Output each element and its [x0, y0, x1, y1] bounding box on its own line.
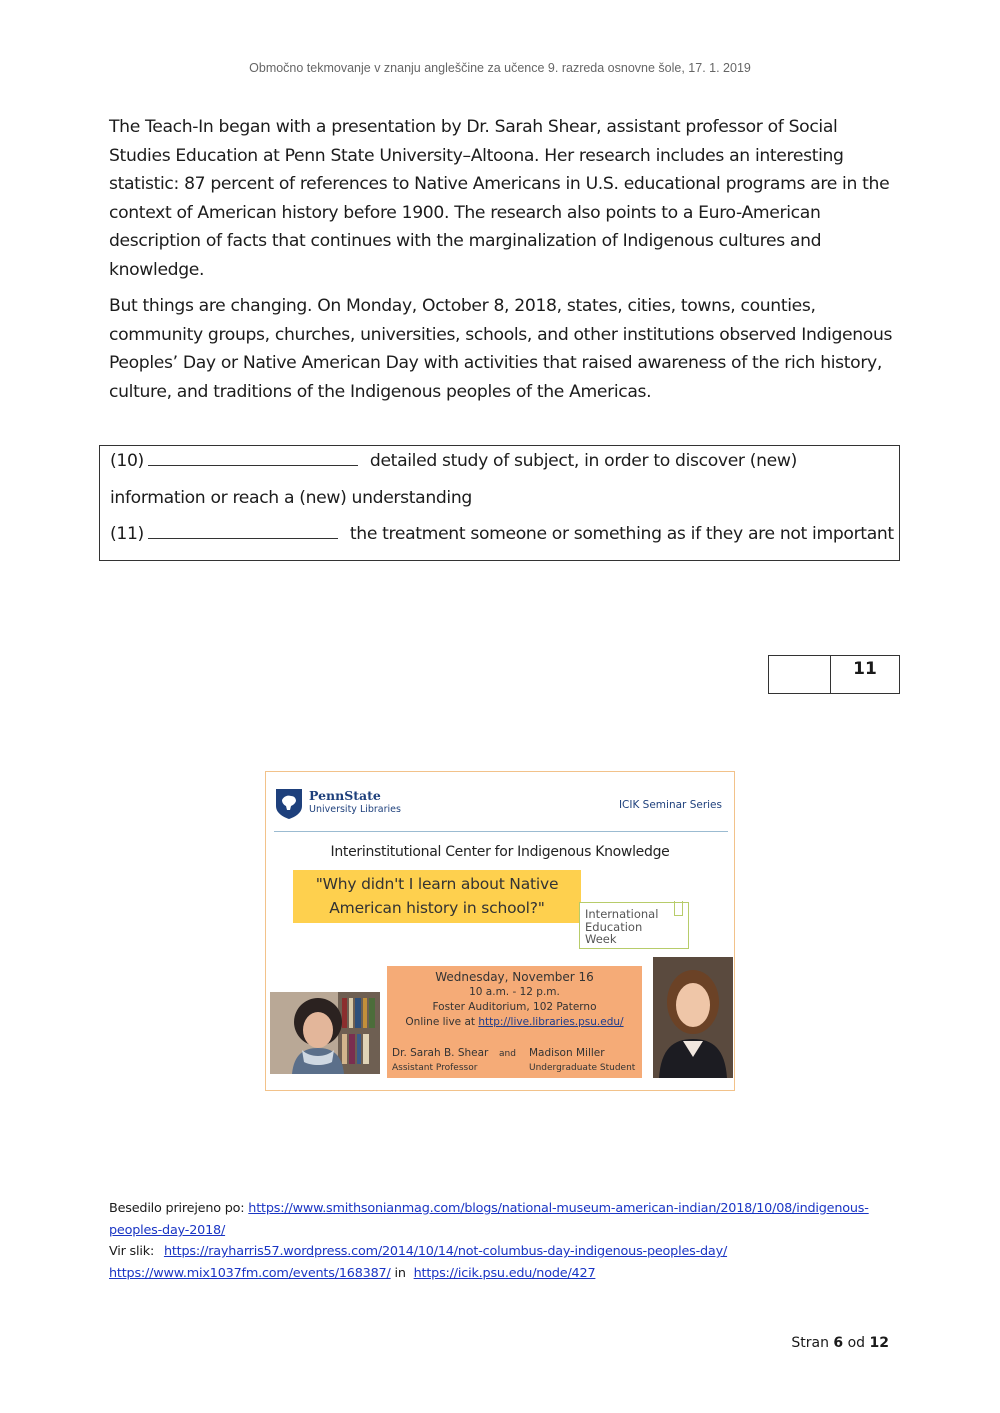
and-text: and [499, 1049, 516, 1059]
item-number: (10) [110, 451, 144, 471]
speaker-1-photo [270, 992, 380, 1074]
badge-line: Education [585, 919, 643, 934]
online-link[interactable]: http://live.libraries.psu.edu/ [478, 1016, 624, 1028]
max-points: 11 [853, 659, 877, 679]
paragraph-line: The Teach-In began with a presentation by Dr. Sarah Shear, assistant professor of Social [109, 117, 838, 137]
image-sources-label: Vir slik: [109, 1244, 155, 1259]
speaker-1-name: Dr. Sarah B. Shear [392, 1047, 489, 1059]
page-label: Stran [791, 1335, 829, 1351]
event-online [387, 1016, 642, 1028]
source-line-continued [109, 1223, 225, 1238]
speaker-1-role: Assistant Professor [392, 1063, 478, 1073]
paragraph-line: community groups, churches, universities, schools, and other institutions observed Indigenous [109, 324, 893, 345]
total-pages: 12 [869, 1335, 889, 1351]
source-link-continued[interactable]: peoples-day-2018/ [109, 1223, 226, 1238]
paragraph-line: Studies Education at Penn State University–Altoona. Her research includes an interesting [109, 145, 844, 166]
education-week-badge [579, 902, 689, 949]
paragraph-line: knowledge. [109, 259, 205, 280]
event-date: Wednesday, November 16 [435, 970, 594, 984]
bookmark-icon [674, 901, 683, 916]
document-header: Območno tekmovanje v znanju angleščine za učence 9. razreda osnovne šole, 17. 1. 2019 [249, 61, 751, 75]
brand-name: PennState [309, 788, 381, 803]
divider [274, 831, 728, 832]
source-link[interactable]: https://www.smithsonianmag.com/blogs/national-museum-american-indian/2018/10/08/indigenous- [248, 1201, 869, 1216]
quote-banner [293, 870, 581, 923]
paragraph-line: context of American history before 1900. The research also points to a Euro-American [109, 202, 821, 223]
source-label: Besedilo prirejeno po: [109, 1201, 245, 1216]
penn-state-shield-icon [275, 788, 303, 820]
speaker-2-name: Madison Miller [529, 1047, 605, 1059]
brand-subtitle: University Libraries [309, 804, 401, 815]
vocabulary-task-box [99, 445, 900, 561]
paragraph-line: statistic: 87 percent of references to Native Americans in U.S. educational programs are in the [109, 174, 890, 195]
item-definition: the treatment someone or something as if they are not important [349, 524, 894, 544]
item-number: (11) [110, 524, 144, 544]
current-page: 6 [833, 1335, 844, 1351]
image-sources-line [109, 1244, 727, 1259]
score-entry-cell[interactable] [769, 656, 831, 693]
answer-blank-11[interactable] [148, 525, 338, 539]
paragraph-line: But things are changing. On Monday, October 8, 2018, states, cities, towns, counties, [109, 296, 816, 316]
item-definition: detailed study of subject, in order to discover (new) [369, 451, 797, 471]
badge-line: International [585, 907, 659, 921]
paragraph-line: description of facts that continues with the marginalization of Indigenous cultures and [109, 231, 822, 252]
paragraph-changes [109, 292, 894, 406]
event-details [387, 966, 642, 1078]
event-place: Foster Auditorium, 102 Paterno [432, 1001, 597, 1013]
quote-line: "Why didn't I learn about Native [315, 875, 559, 893]
vocab-item-10-continued: information or reach a (new) understanding [110, 488, 472, 508]
online-label: Online live at [405, 1016, 476, 1028]
page-of: od [847, 1335, 866, 1351]
answer-blank-10[interactable] [148, 452, 358, 466]
image-sources-line-2 [109, 1266, 595, 1281]
source-line [109, 1201, 869, 1216]
center-title: Interinstitutional Center for Indigenous Knowledge [330, 844, 670, 860]
seminar-poster-image [265, 771, 735, 1091]
page-number [791, 1335, 889, 1351]
paragraph-line: culture, and traditions of the Indigenous peoples of the Americas. [109, 381, 652, 402]
vocab-item-10 [110, 451, 797, 471]
image-source-link-1[interactable]: https://rayharris57.wordpress.com/2014/10/14/not-columbus-day-indigenous-peoples-day/ [163, 1244, 728, 1259]
vocab-item-11 [110, 524, 894, 544]
speaker-2-photo [653, 957, 733, 1078]
event-time: 10 a.m. - 12 p.m. [469, 986, 560, 998]
conjunction-in: in [394, 1266, 406, 1281]
badge-line: Week [585, 932, 617, 946]
speaker-2-role: Undergraduate Student [529, 1063, 636, 1073]
image-source-link-2[interactable]: https://www.mix1037fm.com/events/168387/ [109, 1266, 391, 1281]
quote-line: American history in school?" [329, 899, 545, 917]
seminar-series: ICIK Seminar Series [618, 799, 722, 811]
image-source-link-3[interactable]: https://icik.psu.edu/node/427 [413, 1266, 596, 1281]
score-box [768, 655, 900, 694]
paragraph-teach-in [109, 113, 894, 285]
paragraph-line: Peoples’ Day or Native American Day with activities that raised awareness of the rich history, [109, 353, 882, 374]
